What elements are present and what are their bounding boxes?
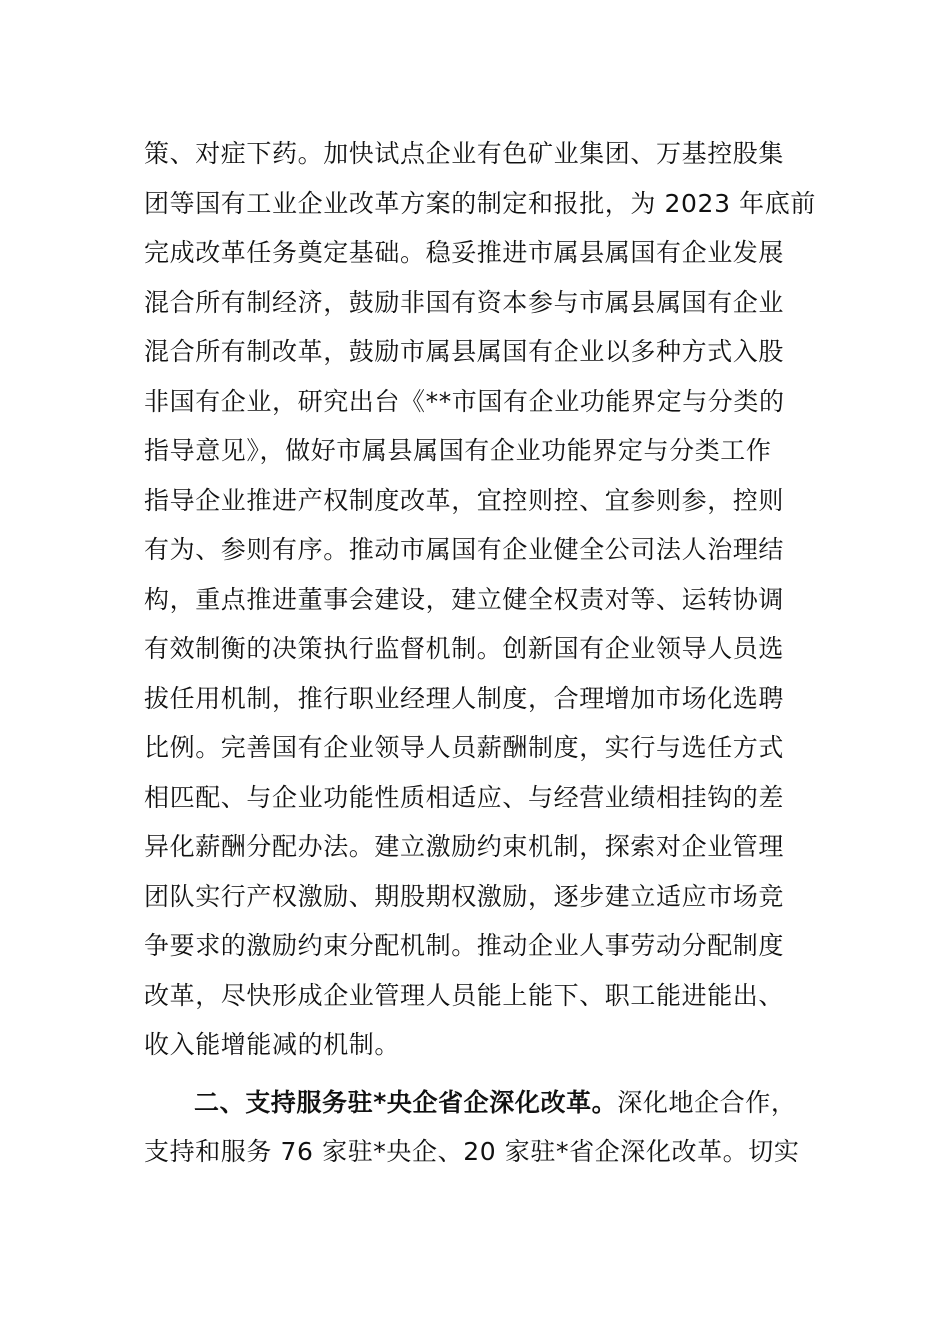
paragraph-2 <box>144 1078 824 1177</box>
text-line: 指导意见》，做好市属县属国有企业功能界定与分类工作 <box>144 436 772 465</box>
paragraph-1 <box>144 129 824 1070</box>
text-line: 相匹配、与企业功能性质相适应、与经营业绩相挂钩的差 <box>144 782 785 812</box>
text-line: 支持和服务 76 家驻*央企、20 家驻*省企深化改革。切实 <box>144 1137 800 1166</box>
text-line: 构，重点推进董事会建设，建立健全权责对等、运转协调 <box>144 584 785 614</box>
text-line: 拔任用机制，推行职业经理人制度，合理增加市场化选聘 <box>144 683 785 713</box>
text-line: 团等国有工业企业改革方案的制定和报批，为 2023 年底前 <box>144 188 816 218</box>
text-line: 指导企业推进产权制度改革，宜控则控、宜参则参，控则 <box>144 485 785 515</box>
text-line: 团队实行产权激励、期股期权激励，逐步建立适应市场竞 <box>144 881 785 911</box>
text-line: 有效制衡的决策执行监督机制。创新国有企业领导人员选 <box>144 634 785 663</box>
text-line: 非国有企业，研究出台《**市国有企业功能界定与分类的 <box>144 386 785 416</box>
text-line: 混合所有制经济，鼓励非国有资本参与市属县属国有企业 <box>144 287 785 317</box>
document-body <box>144 129 824 1177</box>
text-line: 改革，尽快形成企业管理人员能上能下、职工能进能出、 <box>144 980 785 1010</box>
text-line: 策、对症下药。加快试点企业有色矿业集团、万基控股集 <box>144 139 785 168</box>
text-line: 争要求的激励约束分配机制。推动企业人事劳动分配制度 <box>144 931 785 960</box>
text-line: 有为、参则有序。推动市属国有企业健全公司法人治理结 <box>144 535 785 564</box>
text-span: 深化地企合作， <box>617 1087 797 1117</box>
text-line: 完成改革任务奠定基础。稳妥推进市属县属国有企业发展 <box>144 238 785 267</box>
paragraph-2-first-line <box>144 1078 824 1128</box>
text-line: 收入能增能减的机制。 <box>144 1030 401 1059</box>
text-line: 混合所有制改革，鼓励市属县属国有企业以多种方式入股 <box>144 337 785 366</box>
paragraph-spacer <box>144 1070 824 1078</box>
section-heading: 二、支持服务驻*央企省企深化改革。 <box>194 1087 618 1117</box>
text-line: 比例。完善国有企业领导人员薪酬制度，实行与选任方式 <box>144 733 785 762</box>
text-line: 异化薪酬分配办法。建立激励约束机制，探索对企业管理 <box>144 832 785 861</box>
